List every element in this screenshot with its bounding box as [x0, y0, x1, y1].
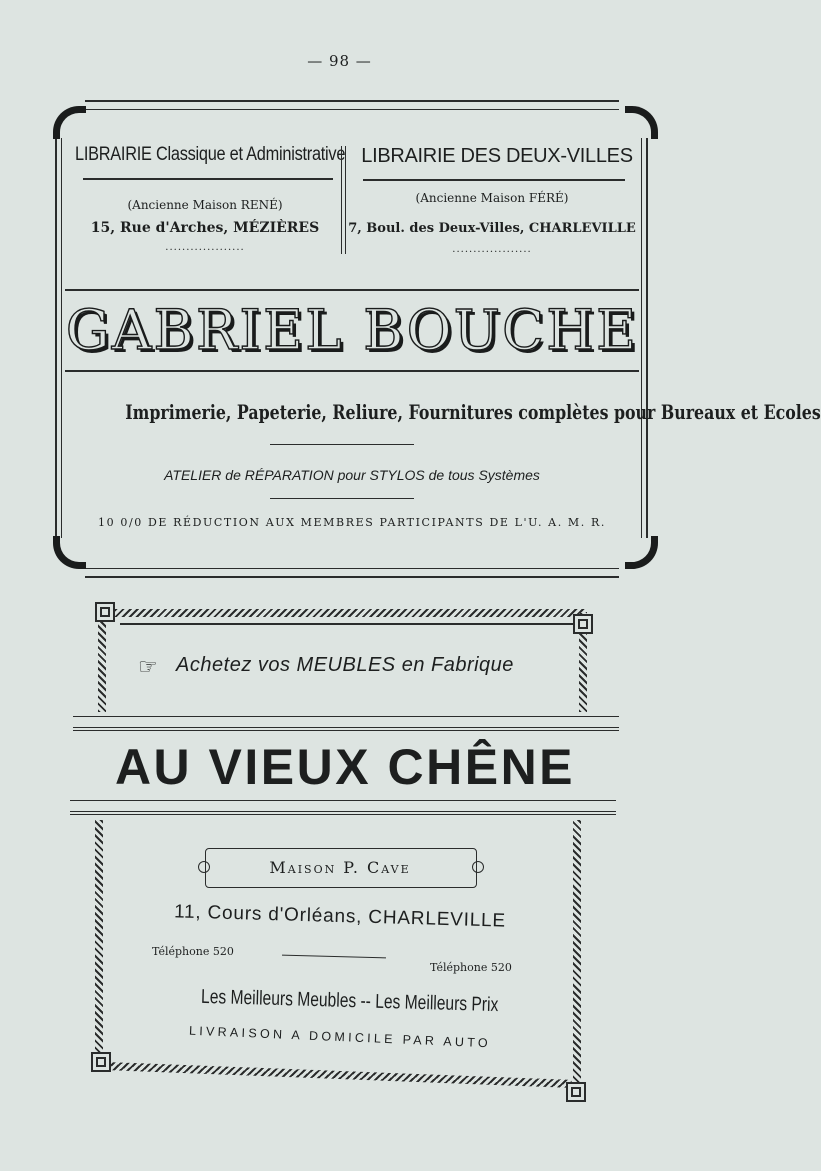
frame-rule-bottom: [85, 568, 619, 578]
frame-corner-icon: [625, 106, 658, 139]
frame-corner-icon: [625, 536, 658, 569]
house-name: Maison P. Cave: [269, 858, 411, 877]
left-old-house: (Ancienne Maison RENÉ): [127, 198, 283, 212]
left-dots: ...................: [165, 242, 245, 253]
slogan: Les Meilleurs Meubles -- Les Meilleurs Prix: [200, 985, 499, 1017]
frame-corner-icon: [53, 106, 86, 139]
frame-rule-top: [85, 100, 619, 110]
corner-ornament-icon: [573, 614, 593, 634]
left-shop-title: LIBRAIRIE Classique et Administrative: [75, 144, 346, 165]
band-rule-bottom: [70, 800, 616, 812]
right-address: 7, Boul. des Deux-Villes, CHARLEVILLE: [348, 221, 636, 236]
title-underline: [363, 179, 625, 181]
ad-gabriel-bouche: [55, 100, 821, 578]
page-number: — 98 —: [307, 52, 372, 70]
flourish-icon: [282, 955, 386, 959]
frame-rule-left: [55, 138, 62, 538]
repair-line: ATELIER de RÉPARATION pour STYLOS de tous Systèmes: [164, 467, 540, 483]
frame-rope-left: [95, 820, 103, 1056]
services-line: Imprimerie, Papeterie, Reliure, Fournitures complètes pour Bureaux et Ecoles: [125, 400, 821, 424]
title-underline: [83, 178, 333, 180]
frame-rope-right: [573, 820, 581, 1085]
corner-ornament-icon: [566, 1082, 586, 1102]
store-name: AU VIEUX CHÊNE: [114, 739, 576, 795]
frame-rule-right: [641, 138, 648, 538]
pointing-hand-icon: ☞: [138, 655, 158, 680]
left-address: 15, Rue d'Arches, MÉZIÈRES: [90, 220, 320, 236]
short-rule: [270, 444, 414, 445]
store-address: 11, Cours d'Orléans, CHARLEVILLE: [173, 901, 507, 932]
corner-ornament-icon: [95, 602, 115, 622]
band-rule-top-inner: [73, 730, 619, 731]
phone-right: Téléphone 520: [430, 961, 512, 974]
discount-line: 10 0/0 DE RÉDUCTION AUX MEMBRES PARTICIPANTS DE L'U. A. M. R.: [98, 516, 606, 529]
short-rule: [270, 498, 414, 499]
delivery-line: LIVRAISON A DOMICILE PAR AUTO: [188, 1023, 492, 1051]
right-shop-title: LIBRAIRIE DES DEUX-VILLES: [361, 145, 633, 167]
name-rule-top: [65, 289, 639, 291]
phone-left: Téléphone 520: [152, 945, 234, 958]
company-name: GABRIEL BOUCHE: [65, 298, 639, 362]
frame-rope-left: [98, 612, 106, 712]
buy-line: Achetez vos MEUBLES en Fabrique: [176, 654, 514, 676]
right-old-house: (Ancienne Maison FÉRÉ): [415, 191, 569, 205]
frame-rope-bottom: [106, 1062, 572, 1088]
frame-rope-top: [108, 609, 586, 617]
right-dots: ...................: [452, 244, 532, 255]
band-rule-top: [73, 716, 619, 728]
corner-ornament-icon: [91, 1052, 111, 1072]
name-rule-bottom: [65, 370, 639, 372]
frame-rule-inner: [120, 623, 576, 625]
band-rule-bottom-inner: [70, 814, 616, 815]
frame-corner-icon: [53, 536, 86, 569]
